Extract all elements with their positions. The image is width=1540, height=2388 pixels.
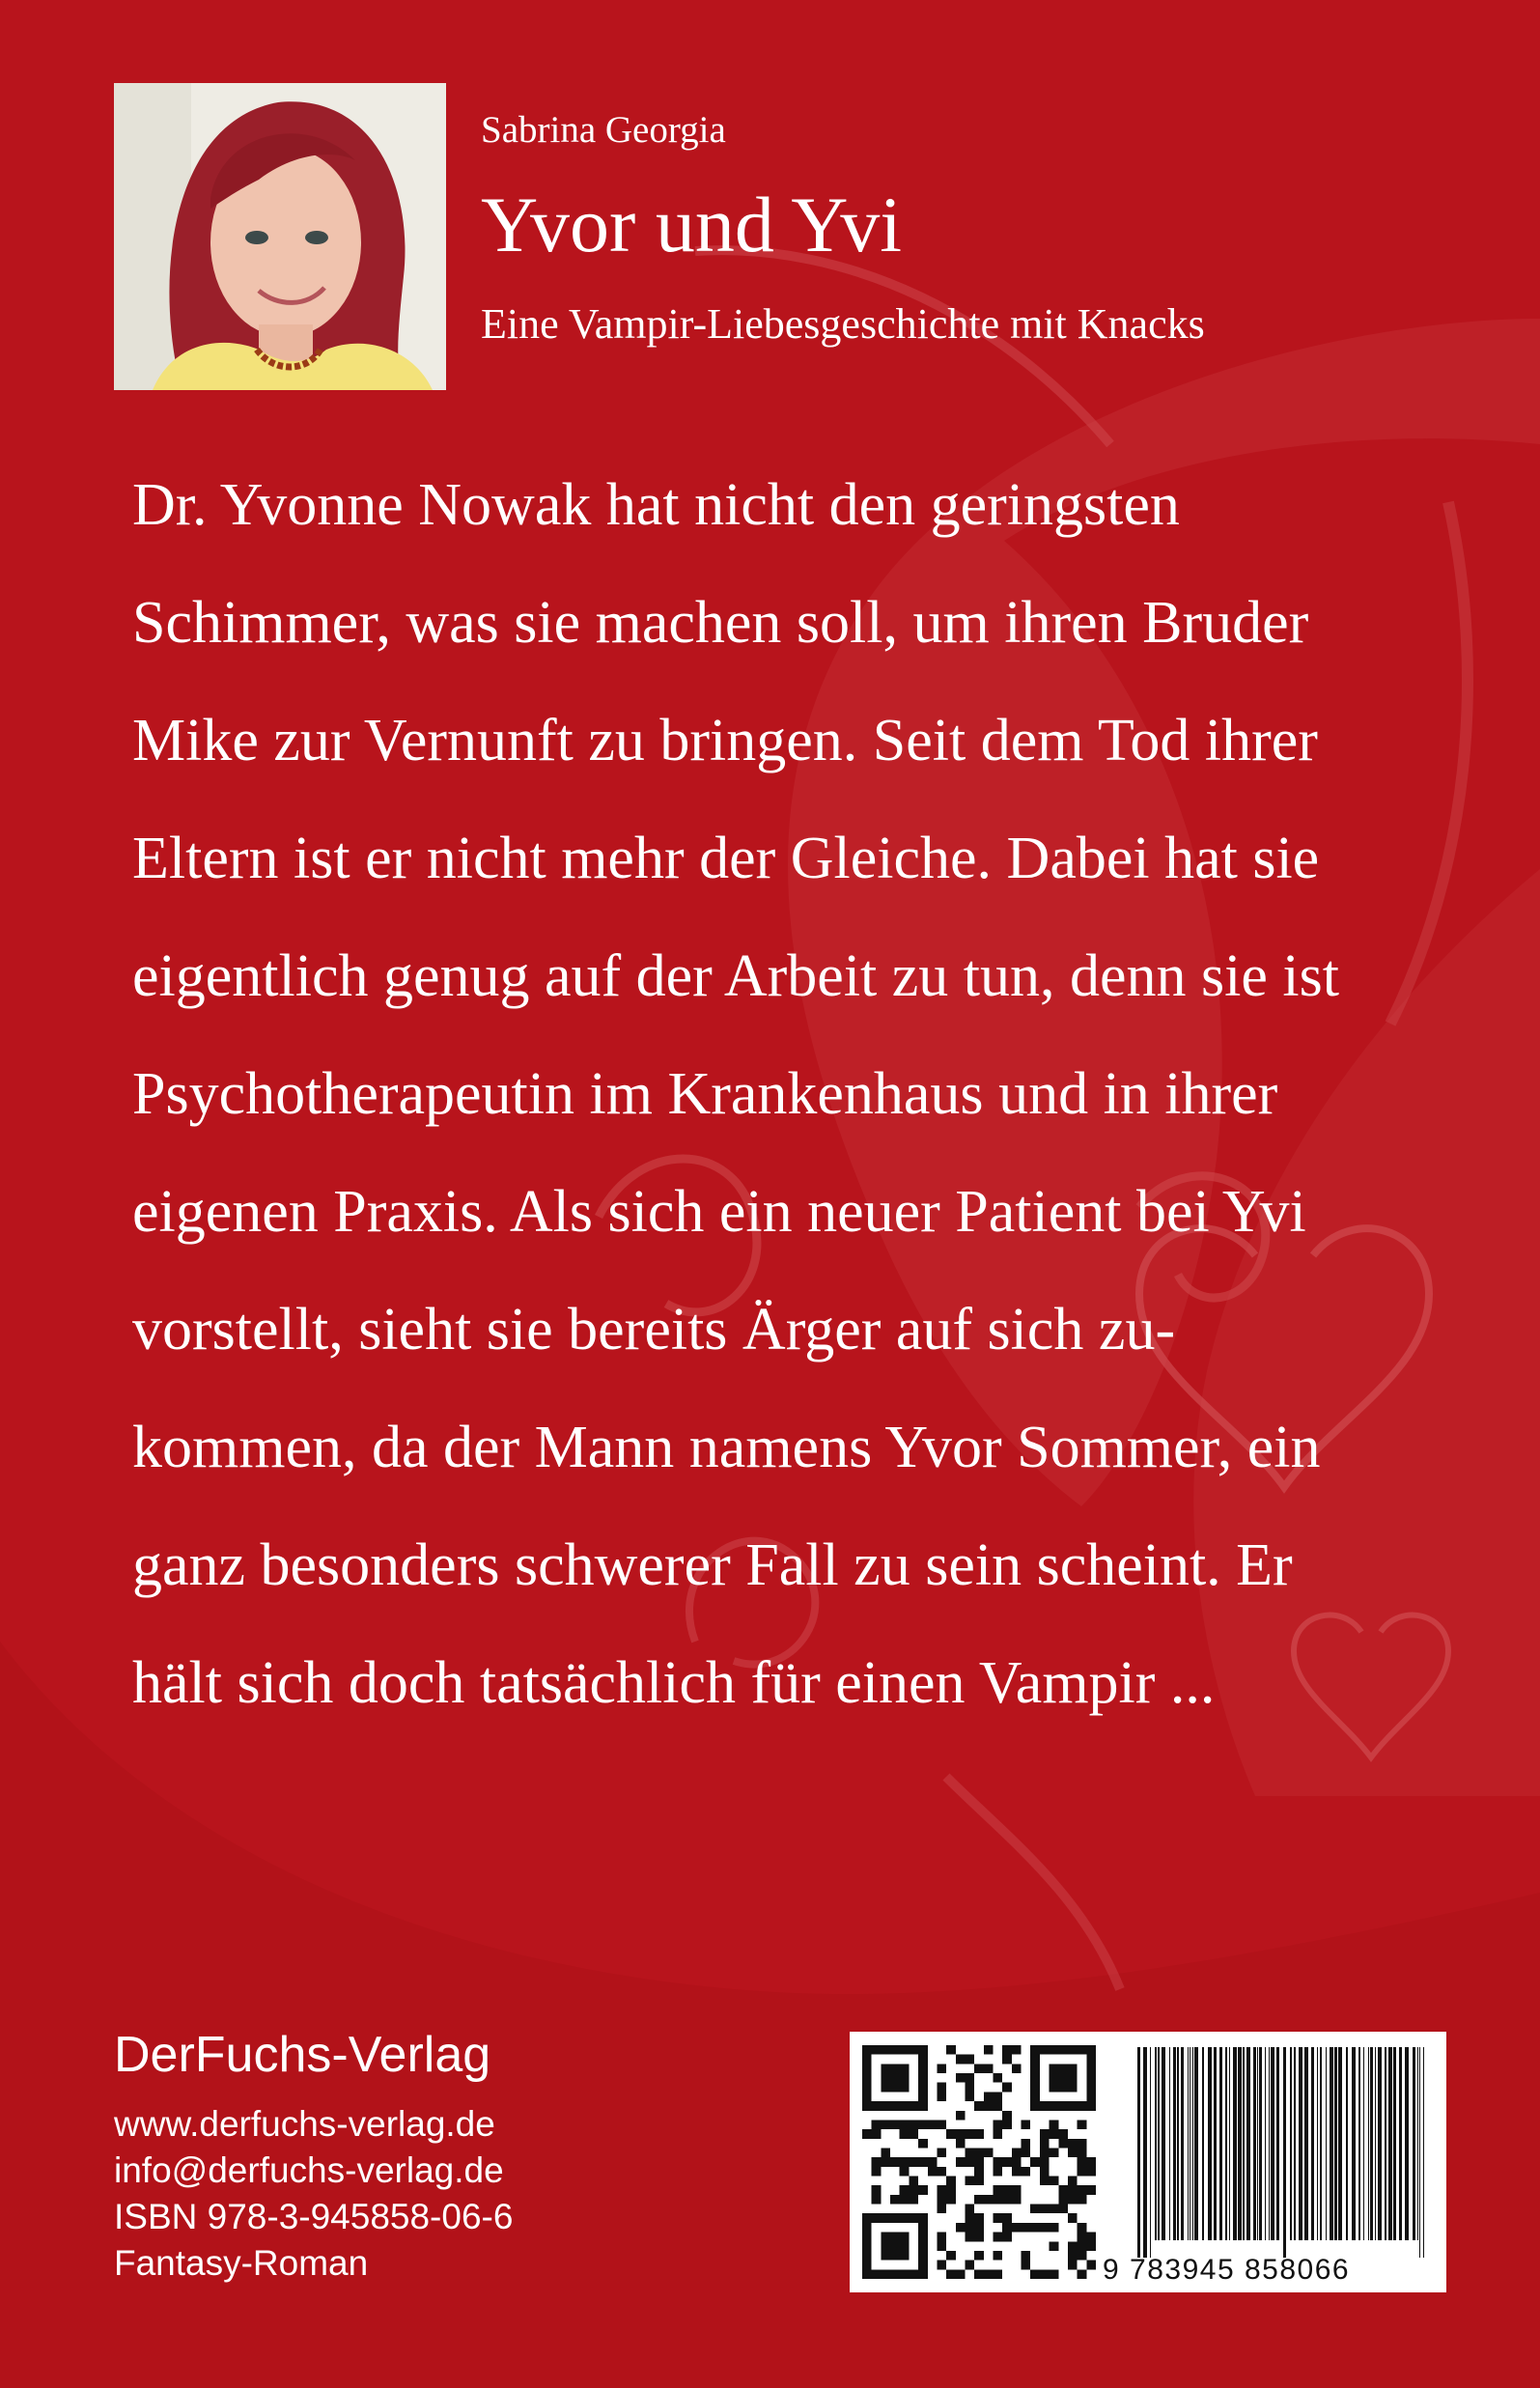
book-title: Yvor und Yvi bbox=[481, 181, 903, 268]
author-photo bbox=[114, 83, 446, 390]
blurb-line: Dr. Yvonne Nowak hat nicht den geringsten bbox=[132, 472, 1180, 538]
blurb-line: vorstellt, sieht sie bereits Ärger auf sich zu- bbox=[132, 1297, 1176, 1363]
genre-text: Fantasy-Roman bbox=[114, 2243, 369, 2283]
isbn-text: ISBN 978-3-945858-06-6 bbox=[114, 2197, 514, 2236]
blurb-line: Schimmer, was sie machen soll, um ihren Bruder bbox=[132, 590, 1309, 656]
blurb-text bbox=[132, 446, 1339, 1742]
barcode-digits: 9 783945 858066 bbox=[1103, 2254, 1351, 2286]
blurb-line: eigentlich genug auf der Arbeit zu tun, denn sie ist bbox=[132, 943, 1339, 1009]
qr-code-icon bbox=[861, 2045, 1097, 2279]
blurb-line: ganz besonders schwerer Fall zu sein scheint. Er bbox=[132, 1532, 1293, 1598]
blurb-line: Mike zur Vernunft zu bringen. Seit dem Tod ihrer bbox=[132, 708, 1318, 773]
code-box bbox=[850, 2032, 1446, 2292]
blurb-line: eigenen Praxis. Als sich ein neuer Patient bei Yvi bbox=[132, 1179, 1306, 1245]
publisher-website[interactable]: www.derfuchs-verlag.de bbox=[114, 2104, 495, 2144]
blurb-line: hält sich doch tatsächlich für einen Vampir ... bbox=[132, 1650, 1216, 1716]
blurb-line: Eltern ist er nicht mehr der Gleiche. Dabei hat sie bbox=[132, 826, 1320, 891]
barcode-icon bbox=[1137, 2047, 1427, 2258]
publisher-email[interactable]: info@derfuchs-verlag.de bbox=[114, 2150, 504, 2190]
book-subtitle: Eine Vampir-Liebesgeschichte mit Knacks bbox=[481, 300, 1205, 348]
publisher-info bbox=[114, 2101, 513, 2287]
blurb-line: kommen, da der Mann namens Yvor Sommer, ein bbox=[132, 1415, 1321, 1480]
author-name: Sabrina Georgia bbox=[481, 109, 726, 151]
publisher-name: DerFuchs-Verlag bbox=[114, 2027, 491, 2083]
blurb-line: Psychotherapeutin im Krankenhaus und in ihrer bbox=[132, 1061, 1278, 1127]
